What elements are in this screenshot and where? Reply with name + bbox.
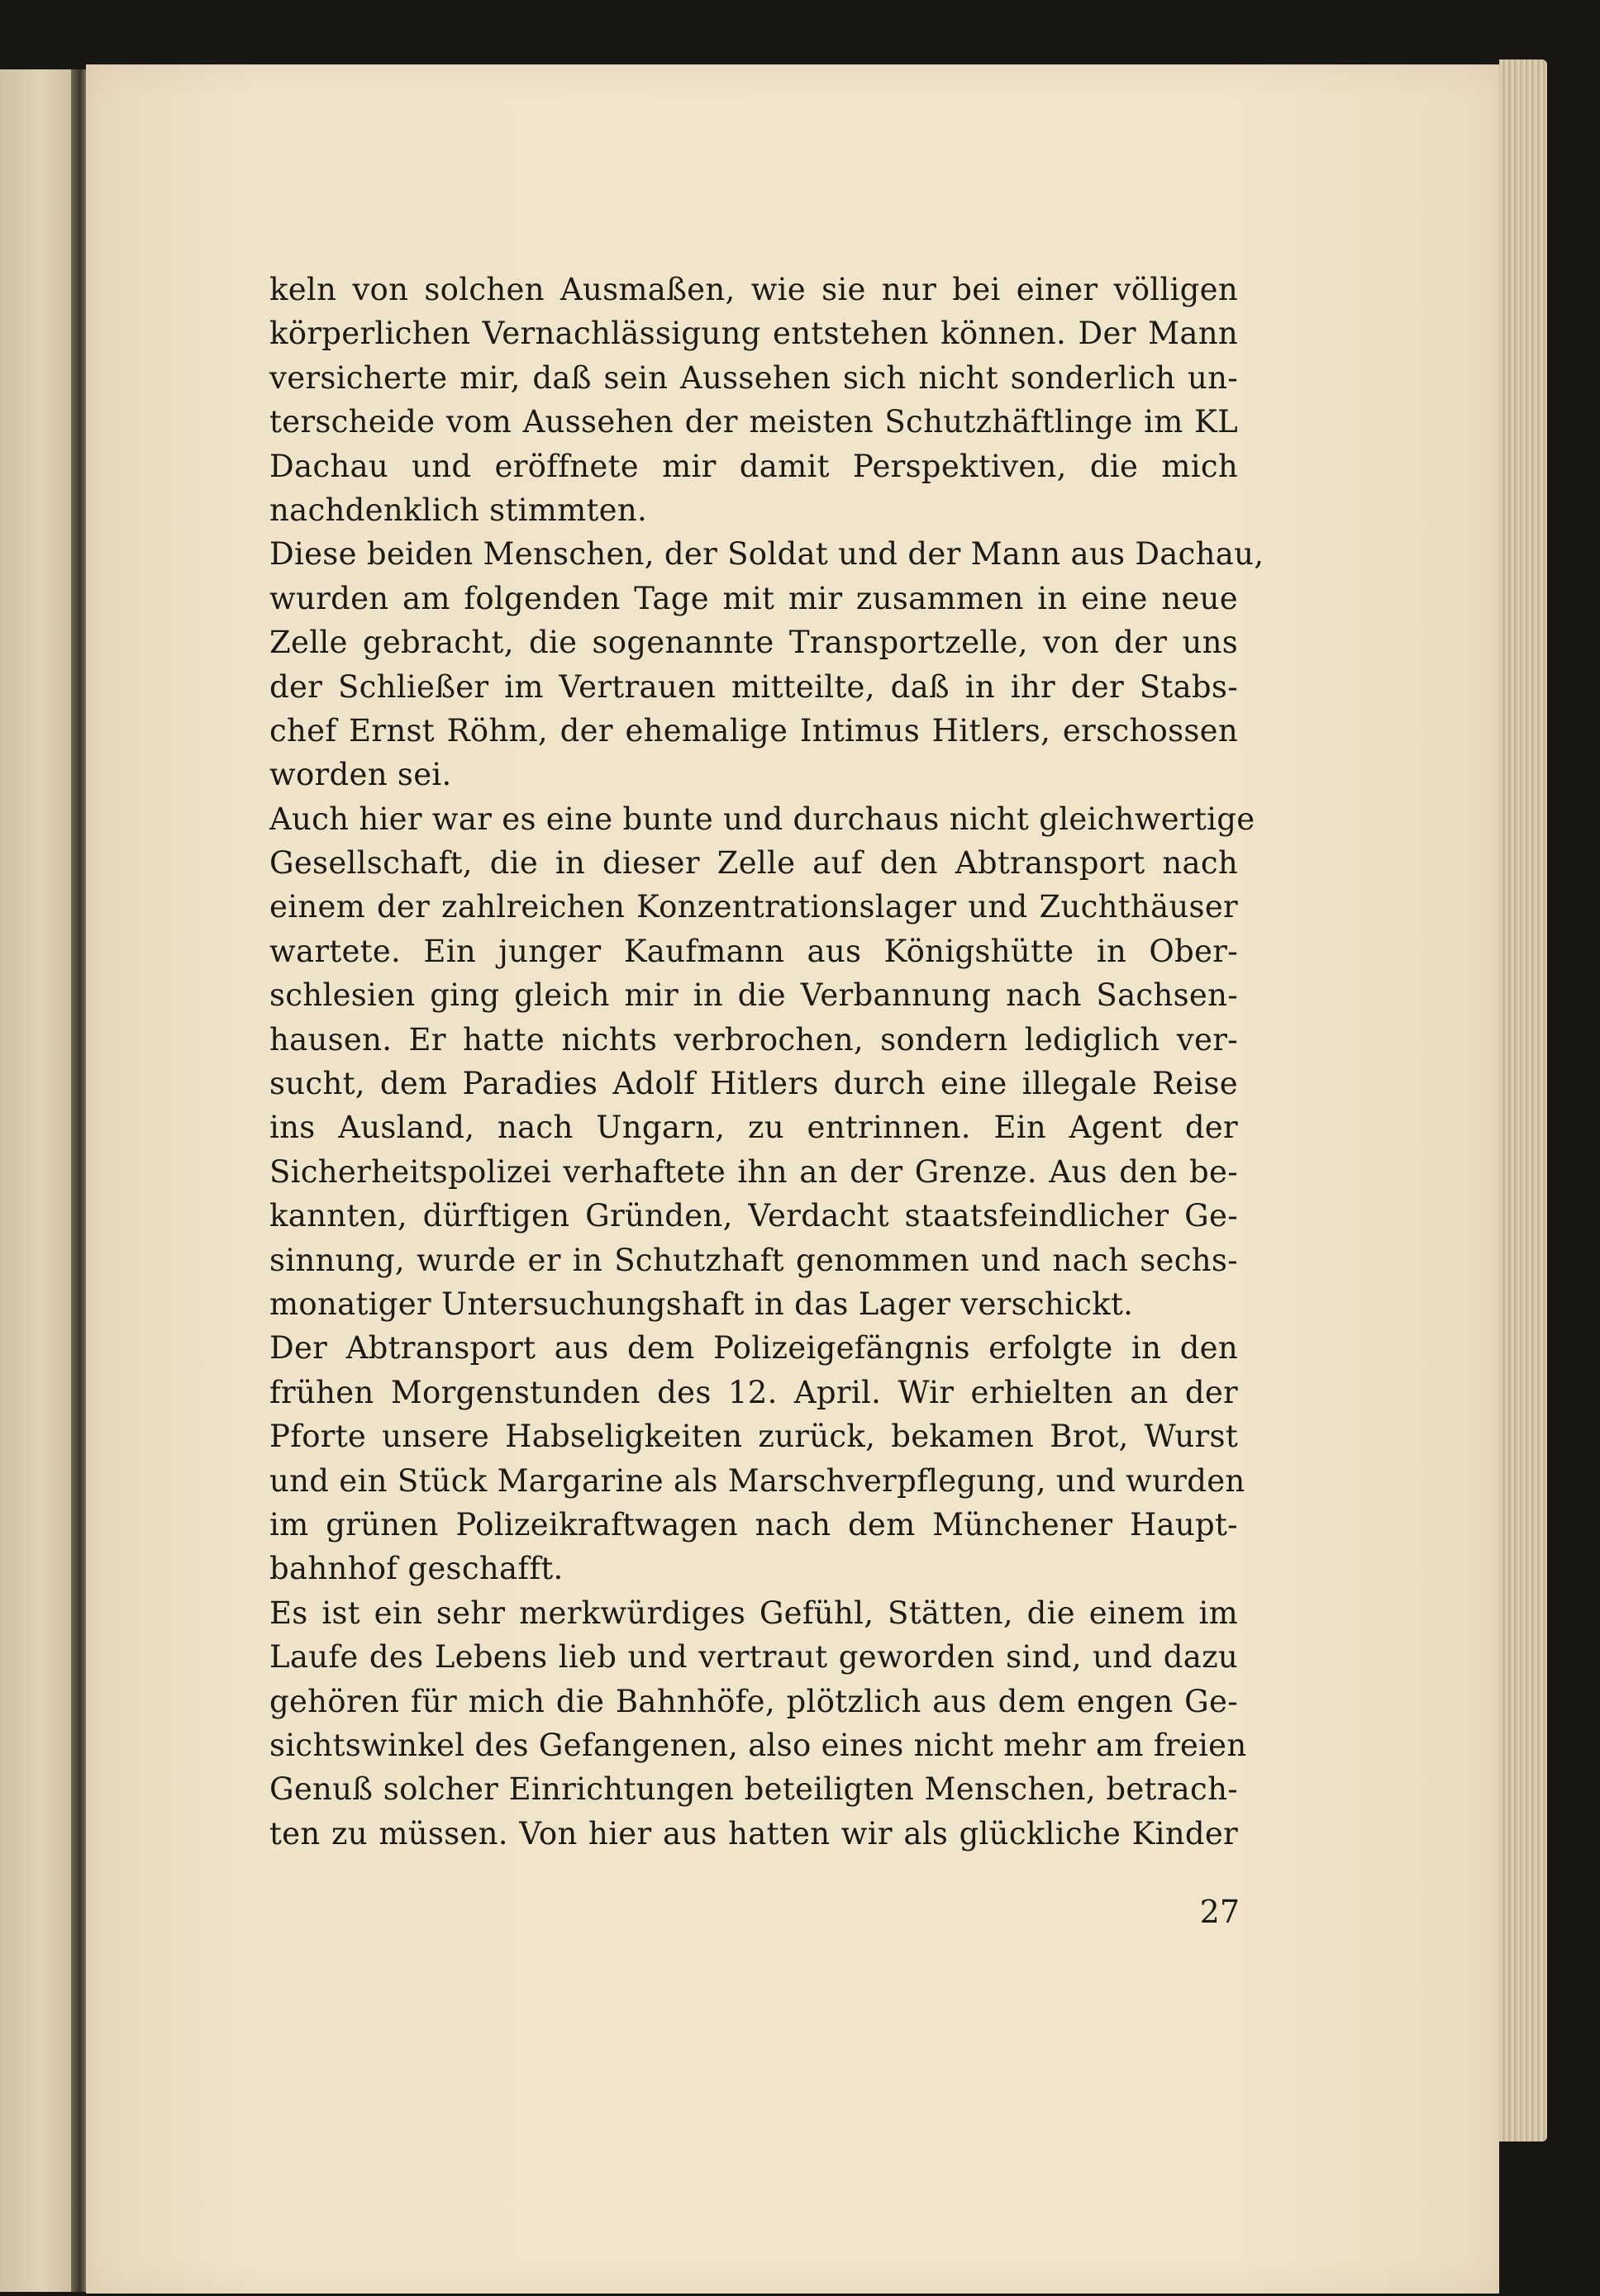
text-line: Sicherheitspolizei verhaftete ihn an der Grenze. Aus den be- (269, 1153, 1238, 1190)
text-line: Pforte unsere Habseligkeiten zurück, bekamen Brot, Wurst (269, 1419, 1238, 1455)
text-line: im grünen Polizeikraftwagen nach dem Münchener Haupt- (269, 1506, 1238, 1543)
text-line: keln von solchen Ausmaßen, wie sie nur bei einer völligen (269, 272, 1238, 307)
text-line: terscheide vom Aussehen der meisten Schutzhäftlinge im KL (269, 404, 1238, 440)
text-line: Gesellschaft, die in dieser Zelle auf den Abtransport nach (269, 845, 1238, 882)
text-line: ins Ausland, nach Ungarn, zu entrinnen. Ein Agent der (269, 1110, 1238, 1146)
text-line: und ein Stück Margarine als Marschverpflegung, und wurden (269, 1462, 1245, 1499)
text-line: hausen. Er hatte nichts verbrochen, sondern lediglich ver- (269, 1021, 1238, 1058)
text-line: Der Abtransport aus dem Polizeigefängnis erfolgte in den (269, 1330, 1238, 1367)
text-line: bahnhof geschafft. (269, 1551, 564, 1587)
text-line: Dachau und eröffnete mir damit Perspektiven, die mich (269, 448, 1238, 484)
text-line: versicherte mir, daß sein Aussehen sich nicht sonderlich un- (269, 359, 1238, 396)
text-line: wurden am folgenden Tage mit mir zusammen in eine neue (269, 580, 1238, 616)
text-line: nachdenklich stimmten. (269, 492, 648, 528)
text-line: körperlichen Vernachlässigung entstehen können. Der Mann (269, 316, 1238, 352)
text-line: wartete. Ein junger Kaufmann aus Königshütte in Ober- (269, 933, 1238, 969)
text-line: sucht, dem Paradies Adolf Hitlers durch eine illegale Reise (269, 1066, 1238, 1102)
text-line: chef Ernst Röhm, der ehemalige Intimus Hitlers, erschossen (269, 712, 1238, 749)
page-number: 27 (1199, 1894, 1240, 1930)
book-gutter (71, 69, 88, 2292)
text-line: Zelle gebracht, die sogenannte Transportzelle, von der uns (269, 625, 1238, 661)
text-line: Es ist ein sehr merkwürdiges Gefühl, Stätten, die einem im (269, 1595, 1238, 1631)
text-line: Laufe des Lebens lieb und vertraut geworden sind, und dazu (269, 1639, 1238, 1676)
text-line: gehören für mich die Bahnhöfe, plötzlich aus dem engen Ge- (269, 1683, 1238, 1719)
facing-page-edge (0, 69, 76, 2292)
text-line: kannten, dürftigen Gründen, Verdacht staatsfeindlicher Ge- (269, 1198, 1238, 1234)
text-line: worden sei. (269, 757, 452, 793)
text-line: Auch hier war es eine bunte und durchaus nicht gleichwertige (269, 801, 1255, 837)
page-stack-edges (1499, 59, 1547, 2142)
text-line: schlesien ging gleich mir in die Verbannung nach Sachsen- (269, 977, 1238, 1014)
text-line: Genuß solcher Einrichtungen beteiligten Menschen, betrach- (269, 1771, 1238, 1808)
text-line: sichtswinkel des Gefangenen, also eines nicht mehr am freien (269, 1727, 1247, 1763)
text-line: frühen Morgenstunden des 12. April. Wir erhielten an der (269, 1374, 1238, 1410)
text-line: Diese beiden Menschen, der Soldat und der Mann aus Dachau, (269, 536, 1264, 573)
text-line: einem der zahlreichen Konzentrationslager und Zuchthäuser (269, 889, 1238, 925)
text-line: monatiger Untersuchungshaft in das Lager verschickt. (269, 1286, 1134, 1322)
text-line: der Schließer im Vertrauen mitteilte, daß in ihr der Stabs- (269, 668, 1238, 705)
text-line: sinnung, wurde er in Schutzhaft genommen und nach sechs- (269, 1242, 1238, 1278)
text-line: ten zu müssen. Von hier aus hatten wir als glückliche Kinder (269, 1815, 1238, 1852)
body-text (269, 268, 1264, 1856)
